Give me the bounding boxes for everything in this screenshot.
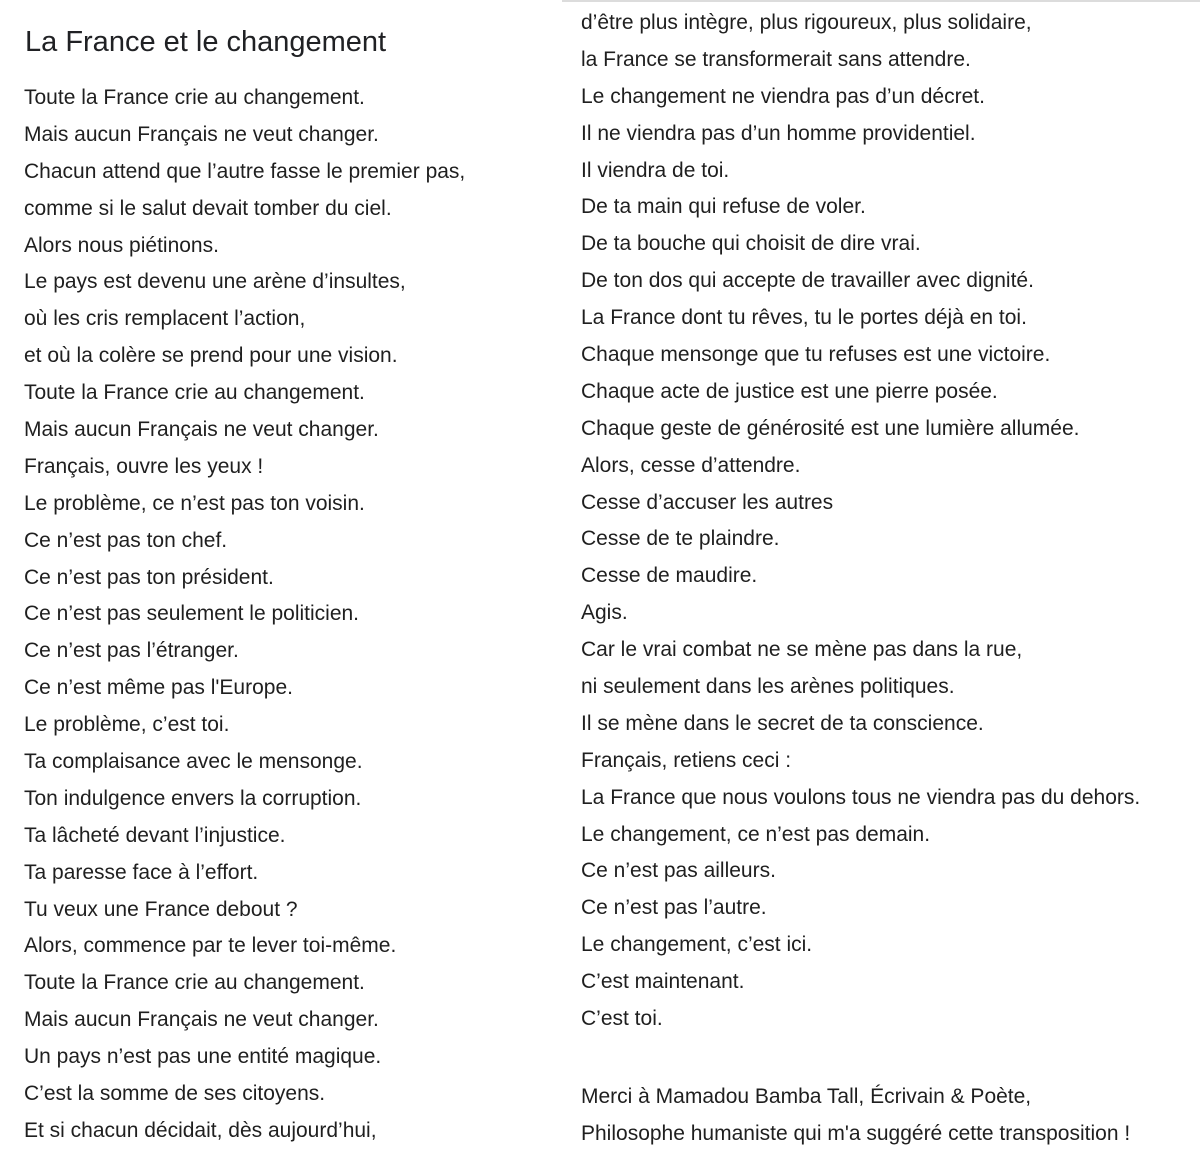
poem-line: Ta paresse face à l’effort.: [24, 860, 259, 884]
poem-line: où les cris remplacent l’action,: [24, 307, 306, 331]
credit-line: Philosophe humaniste qui m'a suggéré cette transposition !: [581, 1121, 1131, 1145]
poem-line: Il se mène dans le secret de ta conscience.: [581, 711, 984, 735]
poem-line: La France dont tu rêves, tu le portes déjà en toi.: [581, 306, 1027, 330]
poem-line: Tu veux une France debout ?: [24, 897, 298, 921]
poem-line: comme si le salut devait tomber du ciel.: [24, 196, 392, 220]
credit-line: Merci à Mamadou Bamba Tall, Écrivain & Poète,: [581, 1085, 1032, 1108]
poem-line: De ta bouche qui choisit de dire vrai.: [581, 232, 921, 256]
poem-line: De ton dos qui accepte de travailler avec dignité.: [581, 269, 1034, 293]
left-poem-lines: [24, 80, 465, 1150]
poem-line: C’est maintenant.: [581, 970, 745, 994]
poem-line: Toute la France crie au changement.: [24, 971, 365, 995]
poem-title: La France et le changement: [25, 26, 387, 58]
poem-line: Ce n’est pas ailleurs.: [581, 859, 776, 883]
poem-line: Ta complaisance avec le mensonge.: [24, 750, 363, 774]
poem-line: Mais aucun Français ne veut changer.: [24, 418, 379, 442]
poem-line: C’est toi.: [581, 1007, 663, 1031]
poem-line: C’est la somme de ses citoyens.: [24, 1082, 326, 1106]
poem-line: Il viendra de toi.: [581, 158, 730, 182]
poem-line: Ton indulgence envers la corruption.: [24, 786, 362, 810]
poem-line: Chaque geste de générosité est une lumière allumée.: [581, 416, 1080, 440]
poem-line: Chacun attend que l’autre fasse le premier pas,: [24, 159, 466, 183]
poem-line: Ce n’est pas seulement le politicien.: [24, 602, 360, 626]
poem-line: Le problème, ce n’est pas ton voisin.: [24, 491, 365, 515]
poem-line: Ce n’est pas l’autre.: [581, 896, 767, 920]
poem-line: Le changement, ce n’est pas demain.: [581, 822, 931, 846]
poem-line: De ta main qui refuse de voler.: [581, 195, 866, 219]
poem-line: Cesse de te plaindre.: [581, 527, 780, 551]
poem-line: La France que nous voulons tous ne viendra pas du dehors.: [581, 785, 1141, 809]
poem-line: la France se transformerait sans attendre.: [581, 47, 971, 71]
poem-line: Ta lâcheté devant l’injustice.: [24, 823, 286, 847]
poem-line: Ce n’est pas ton chef.: [24, 528, 228, 552]
poem-line: Il ne viendra pas d’un homme providentiel.: [581, 121, 976, 145]
poem-line: Le changement, c’est ici.: [581, 933, 813, 957]
credit-block: [581, 1079, 1130, 1153]
poem-line: d’être plus intègre, plus rigoureux, plus solidaire,: [581, 11, 1032, 34]
poem-line: Alors, commence par te lever toi-même.: [24, 934, 397, 958]
poem-line: Car le vrai combat ne se mène pas dans la rue,: [581, 638, 1023, 662]
poem-line: et où la colère se prend pour une vision.: [24, 344, 398, 368]
poem-line: Le problème, c’est toi.: [24, 713, 230, 737]
poem-line: Toute la France crie au changement.: [24, 381, 365, 405]
poem-line: Français, ouvre les yeux !: [24, 454, 264, 478]
poem-line: Cesse de maudire.: [581, 564, 758, 588]
poem-line: ni seulement dans les arènes politiques.: [581, 675, 955, 699]
poem-line: Alors nous piétinons.: [24, 233, 219, 257]
poem-line: Ce n’est même pas l'Europe.: [24, 676, 293, 700]
poem-line: Chaque acte de justice est une pierre posée.: [581, 379, 998, 403]
poem-line: Et si chacun décidait, dès aujourd’hui,: [24, 1118, 377, 1142]
poem-line: Alors, cesse d’attendre.: [581, 453, 801, 477]
poem-line: Un pays n’est pas une entité magique.: [24, 1045, 382, 1069]
poem-line: Mais aucun Français ne veut changer.: [24, 122, 379, 146]
poem-line: Ce n’est pas ton président.: [24, 565, 274, 589]
poem-line: Cesse d’accuser les autres: [581, 490, 834, 514]
poem-line: Chaque mensonge que tu refuses est une victoire.: [581, 343, 1051, 367]
right-poem-lines: [581, 5, 1140, 1038]
poem-line: Mais aucun Français ne veut changer.: [24, 1008, 379, 1032]
poem-line: Ce n’est pas l’étranger.: [24, 639, 239, 663]
left-column: [0, 0, 560, 1148]
poem-line: Toute la France crie au changement.: [24, 86, 365, 109]
right-column: [562, 0, 1200, 1148]
poem-line: Le pays est devenu une arène d’insultes,: [24, 270, 406, 294]
poem-line: Le changement ne viendra pas d’un décret.: [581, 84, 985, 108]
poem-line: Agis.: [581, 601, 628, 625]
poem-line: Français, retiens ceci :: [581, 748, 792, 772]
